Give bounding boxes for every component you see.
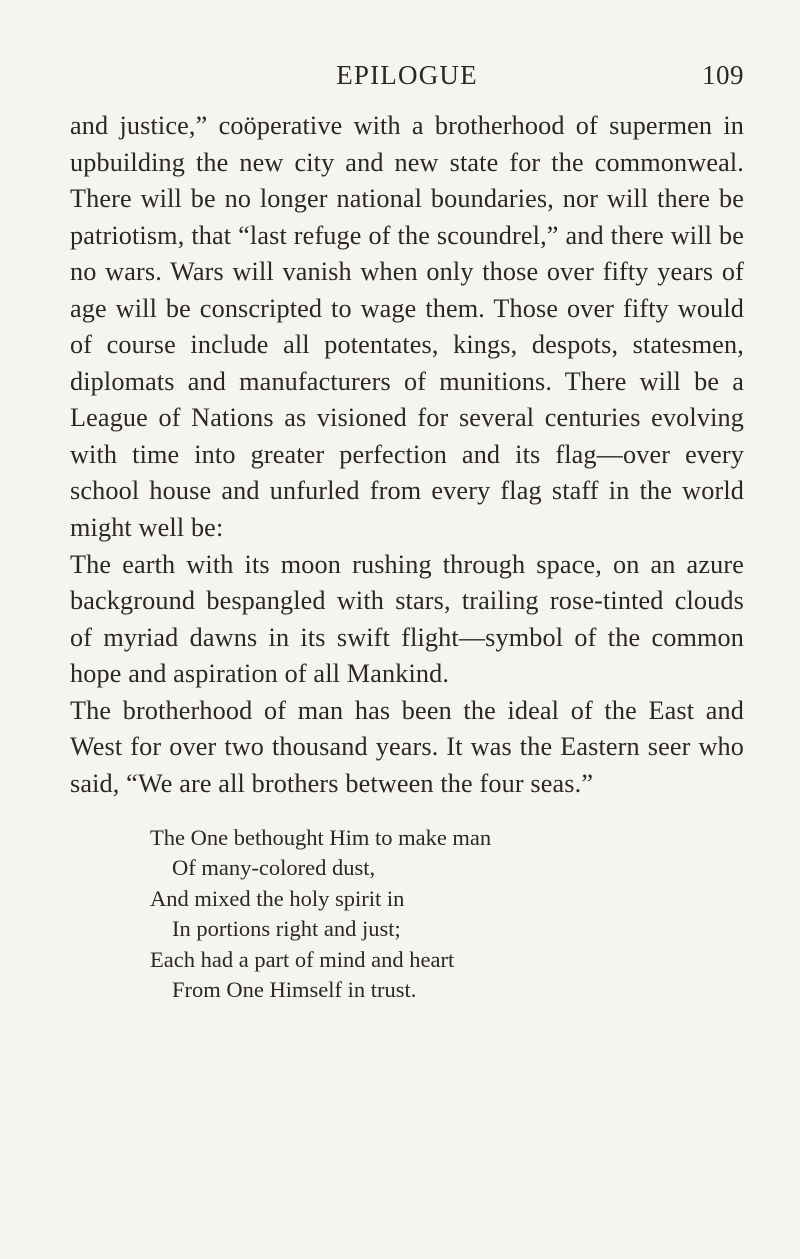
poem-line: In portions right and just; — [172, 916, 401, 942]
paragraph: The earth with its moon rushing through space, on an azure background bespangled with stars, trailing rose-tinted clouds of myriad dawns in its swift flight—symbol of the common hope and aspiration of all Mankind. — [70, 549, 744, 689]
paragraph: The brotherhood of man has been the ideal of the East and West for over two thousand years. It was the Eastern seer who said, “We are all brothers between the four seas.” — [70, 695, 744, 798]
running-head — [70, 56, 744, 96]
poem-line: And mixed the holy spirit in — [150, 885, 405, 911]
poem-line: Of many-colored dust, — [172, 855, 376, 881]
poem-line: Each had a part of mind and heart — [150, 946, 455, 972]
running-title: EPILOGUE — [336, 60, 478, 90]
page-number: 109 — [702, 60, 744, 90]
paragraph: and justice,” coöperative with a brotherhood of supermen in upbuilding the new city and new state for the commonweal. There will be no longer national boundaries, nor will there be patriotism, that “last refuge of the scoundrel,” and there will be no wars. Wars will vanish when only those over fifty years of age will be conscripted to wage them. Those over fifty would of course include all potentates, kings, despots, statesmen, diplomats and manufacturers of munitions. There will be a League of Nations as visioned for several centuries evolving with time into greater perfection and its flag—over every school house and unfurled from every flag staff in the world might well be: — [70, 111, 744, 543]
poem — [150, 823, 710, 1005]
book-page — [70, 0, 744, 1259]
poem-line: From One Himself in trust. — [172, 977, 417, 1003]
poem-line: The One bethought Him to make man — [150, 825, 492, 850]
body-text — [70, 108, 744, 802]
